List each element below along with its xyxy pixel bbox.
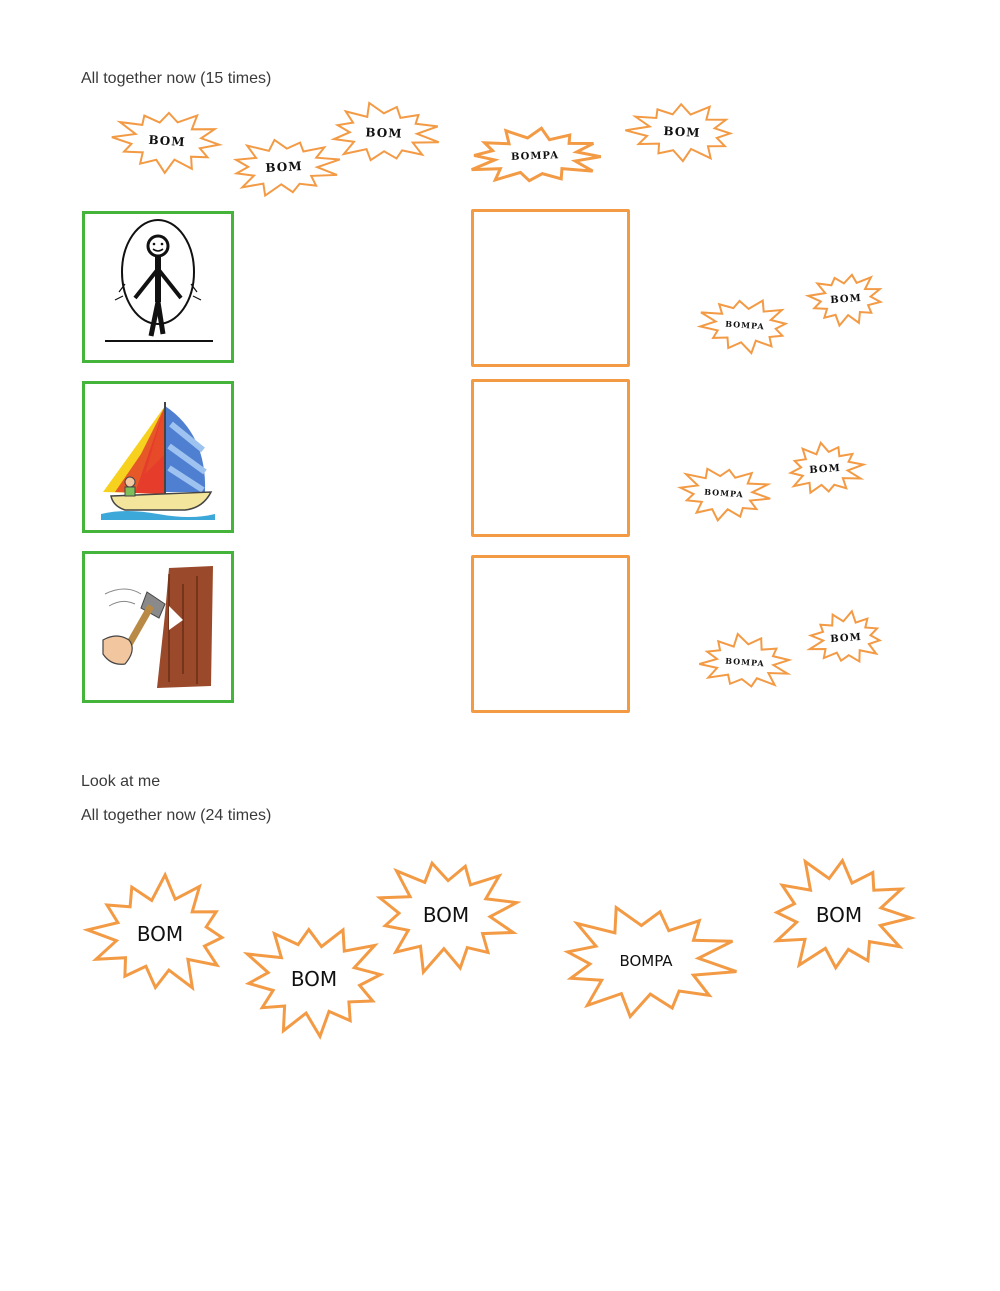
drop-box-3[interactable] [471,555,630,713]
skipping-rope-icon [85,214,231,360]
burst-shape [462,125,608,187]
top-burst-bom-4[interactable] [623,100,741,164]
burst-label: BOMPA [619,952,673,970]
burst-shape [84,872,236,996]
burst-label: BOM [147,132,186,150]
burst-label: BOM [829,292,863,306]
burst-label: BOM [815,903,863,927]
bottom-burst-bom-2[interactable] [238,918,390,1040]
burst-label: BOMPA [725,318,765,332]
drop-box-1[interactable] [471,209,630,367]
drop-box-2[interactable] [471,379,630,537]
burst-shape [674,463,774,523]
burst-shape [623,100,741,164]
burst-shape [805,609,887,667]
burst-shape [108,107,226,175]
side-burst-bom-1[interactable] [805,270,887,328]
burst-label: BOM [265,159,303,175]
side-burst-bompa-2[interactable] [674,463,774,523]
burst-shape [238,918,390,1040]
top-burst-bom-1[interactable] [108,107,226,175]
burst-shape [695,632,795,692]
side-burst-bom-3[interactable] [805,609,887,667]
sailboat-icon [85,384,231,530]
burst-shape [325,100,443,166]
top-burst-bompa[interactable] [462,125,608,187]
burst-label: BOM [365,125,403,141]
burst-shape [370,853,522,977]
side-burst-bom-2[interactable] [784,440,866,498]
picture-sailing [82,381,234,533]
axe-chopping-tree-icon [85,554,231,700]
bottom-burst-bompa[interactable] [552,900,740,1022]
bottom-burst-bom-1[interactable] [84,872,236,996]
burst-shape [763,853,915,977]
instruction-line-1: All together now (15 times) [81,70,272,87]
burst-label: BOM [808,462,842,476]
burst-shape [695,295,795,355]
burst-label: BOM [422,903,470,927]
burst-label: BOM [290,967,338,991]
top-burst-bom-3[interactable] [325,100,443,166]
side-burst-bompa-3[interactable] [695,632,795,692]
burst-shape [784,440,866,498]
burst-label: BOMPA [510,149,560,163]
burst-label: BOM [829,631,863,645]
burst-label: BOMPA [725,655,765,669]
burst-label: BOM [663,124,701,140]
instruction-line-3: All together now (24 times) [81,807,272,824]
burst-shape [552,900,740,1022]
burst-label: BOM [136,922,184,946]
instruction-line-2: Look at me [81,773,161,790]
bottom-burst-bom-4[interactable] [763,853,915,977]
bottom-burst-bom-3[interactable] [370,853,522,977]
burst-shape [805,270,887,328]
picture-skipping [82,211,234,363]
side-burst-bompa-1[interactable] [695,295,795,355]
burst-label: BOMPA [704,486,744,500]
picture-chopping [82,551,234,703]
